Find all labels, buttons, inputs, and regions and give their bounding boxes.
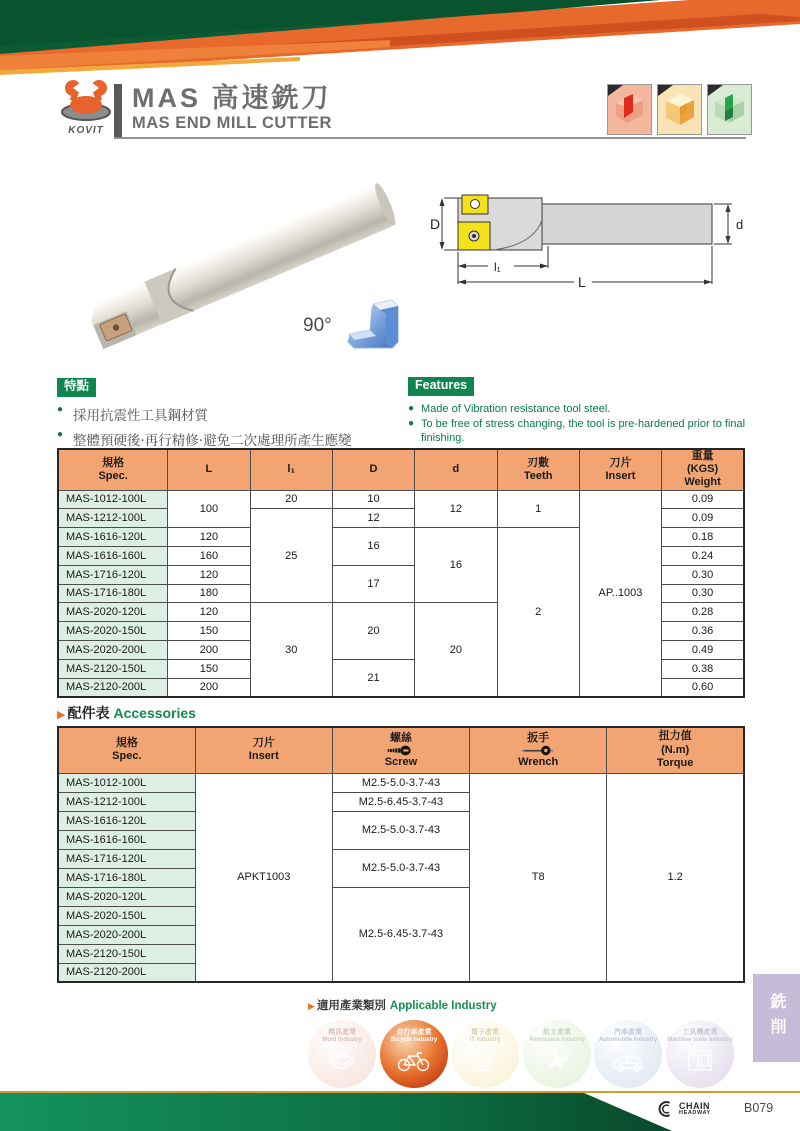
val-cell: 0.09 — [662, 509, 744, 528]
bicycle-icon — [396, 1044, 432, 1074]
val-cell: 0.18 — [662, 528, 744, 547]
industry-aerospace — [523, 1020, 591, 1088]
col-spec: 規格 Spec. — [58, 727, 195, 773]
crab-logo-icon — [58, 78, 114, 122]
feature-en-item: ● Made of Vibration resistance tool steel. — [408, 403, 758, 417]
industry-it — [451, 1020, 519, 1088]
val-cell: 120 — [168, 565, 250, 584]
industries-title-en: Applicable Industry — [389, 1000, 497, 1012]
spec-cell: MAS-1212-100L — [58, 792, 195, 811]
accessories-table — [57, 726, 745, 983]
spec-cell: MAS-2120-150L — [58, 659, 168, 678]
features-zh-badge: 特點 — [57, 378, 96, 397]
val-cell: 16 — [415, 528, 497, 603]
features-zh — [57, 377, 402, 454]
val-cell: M2.5-5.0-3.7-43 — [332, 811, 469, 849]
industries-title — [308, 997, 497, 1013]
features-en-badge: Features — [408, 377, 474, 396]
slot-milling-icon — [707, 84, 752, 135]
smartphone-icon — [468, 1044, 502, 1074]
val-cell: 0.28 — [662, 603, 744, 622]
col-D: D — [332, 449, 414, 490]
val-cell: 21 — [332, 659, 414, 697]
spec-cell: MAS-2120-200L — [58, 963, 195, 982]
page-title — [114, 84, 332, 137]
spec-cell: MAS-1012-100L — [58, 490, 168, 509]
val-cell: 150 — [168, 622, 250, 641]
col-d: d — [415, 449, 497, 490]
table-row — [58, 490, 744, 509]
dim-l1-label: l₁ — [494, 260, 501, 274]
val-cell: 0.24 — [662, 546, 744, 565]
val-cell: 0.49 — [662, 640, 744, 659]
spec-cell: MAS-1716-120L — [58, 849, 195, 868]
val-cell: M2.5-6.45-3.7-43 — [332, 792, 469, 811]
val-cell: 2 — [497, 528, 579, 697]
val-cell: 16 — [332, 528, 414, 566]
industry-label-zh: 電子產業 — [471, 1029, 499, 1036]
brand-name: KOVIT — [68, 125, 104, 136]
val-cell: 10 — [332, 490, 414, 509]
val-cell: AP..1003 — [579, 490, 661, 697]
industry-label-zh: 航太產業 — [543, 1029, 571, 1036]
spec-cell: MAS-1716-180L — [58, 868, 195, 887]
spec-cell: MAS-2120-200L — [58, 678, 168, 697]
table-row — [58, 773, 744, 792]
industry-label-zh: 汽車產業 — [614, 1029, 642, 1036]
col-L: L — [168, 449, 250, 490]
col-insert: 刀片 Insert — [579, 449, 661, 490]
industry-bicycle — [380, 1020, 448, 1088]
spec-cell: MAS-1616-160L — [58, 546, 168, 565]
val-cell: M2.5-6.45-3.7-43 — [332, 887, 469, 982]
industry-label-en: IT Industry — [469, 1036, 501, 1043]
val-cell: 0.36 — [662, 622, 744, 641]
shoulder-milling-icon — [607, 84, 652, 135]
spec-cell: MAS-1716-180L — [58, 584, 168, 603]
angle-callout — [303, 298, 406, 354]
industry-label-en: Aerospace Industry — [528, 1036, 586, 1043]
industry-mold — [308, 1020, 376, 1088]
val-cell: 0.30 — [662, 565, 744, 584]
spec-cell: MAS-1616-160L — [58, 830, 195, 849]
val-cell: 20 — [250, 490, 332, 509]
val-cell: 0.60 — [662, 678, 744, 697]
spec-cell: MAS-2020-200L — [58, 925, 195, 944]
mold-icon — [325, 1044, 359, 1074]
val-cell: 0.09 — [662, 490, 744, 509]
col-torque: 扭力值 (N.m) Torque — [607, 727, 744, 773]
side-tab-label: 銑削 — [768, 993, 785, 1043]
car-icon — [610, 1044, 646, 1074]
industry-label-zh: 模具產業 — [328, 1029, 356, 1036]
dimension-diagram — [430, 180, 748, 290]
industry-automobile — [594, 1020, 662, 1088]
feature-zh-item: ● 採用抗震性工具鋼材質 — [57, 404, 402, 424]
val-cell: 12 — [332, 509, 414, 528]
angle-label: 90° — [303, 315, 332, 336]
col-wrench: 扳手 Wrench — [470, 727, 607, 773]
airplane-icon — [540, 1044, 574, 1074]
spec-cell: MAS-1212-100L — [58, 509, 168, 528]
table-header-row — [58, 727, 744, 773]
industry-label-en: Automobile Industry — [598, 1036, 658, 1043]
spec-cell: MAS-1716-120L — [58, 565, 168, 584]
banner-graphic — [0, 0, 800, 78]
industry-label-en: Bicycle Industry — [390, 1036, 438, 1043]
footer-logo — [655, 1099, 711, 1119]
col-weight: 重量 (KGS) Weight — [662, 449, 744, 490]
accessories-title — [57, 703, 196, 723]
brand-logo — [54, 78, 118, 136]
dim-L-label: L — [578, 274, 586, 290]
square-shoulder-icon — [657, 84, 702, 135]
dim-D-label: D — [430, 216, 441, 232]
val-cell: 120 — [168, 528, 250, 547]
val-cell: 0.30 — [662, 584, 744, 603]
val-cell: 100 — [168, 490, 250, 528]
title-en: MAS END MILL CUTTER — [132, 114, 332, 133]
spec-cell: MAS-2020-150L — [58, 622, 168, 641]
val-cell: 200 — [168, 678, 250, 697]
val-cell: 180 — [168, 584, 250, 603]
industries-title-zh: 適用產業類別 — [316, 1000, 386, 1012]
spec-cell: MAS-1616-120L — [58, 528, 168, 547]
industry-label-en: Mold Industry — [322, 1036, 362, 1043]
machine-tool-icon — [683, 1044, 717, 1074]
spec-cell: MAS-2020-200L — [58, 640, 168, 659]
col-screw: 螺絲 Screw — [332, 727, 469, 773]
spec-cell: MAS-2120-150L — [58, 944, 195, 963]
spec-cell: MAS-1616-120L — [58, 811, 195, 830]
industry-label-zh: 自行車產業 — [396, 1029, 432, 1036]
val-cell: 25 — [250, 509, 332, 603]
val-cell: 200 — [168, 640, 250, 659]
val-cell: 30 — [250, 603, 332, 697]
accessories-title-zh: 配件表 — [67, 705, 110, 721]
accessories-title-en: Accessories — [113, 705, 196, 721]
col-spec: 規格 Spec. — [58, 449, 168, 490]
val-cell: 150 — [168, 659, 250, 678]
industry-label-en: Machine tools Industry — [667, 1036, 733, 1043]
screw-icon — [386, 745, 416, 756]
val-cell: 160 — [168, 546, 250, 565]
industry-machine-tools — [666, 1020, 734, 1088]
title-bar-decoration — [114, 84, 122, 137]
industry-label-zh: 工具機產業 — [682, 1029, 718, 1036]
spec-cell: MAS-2020-120L — [58, 603, 168, 622]
val-cell: 0.38 — [662, 659, 744, 678]
spec-table — [57, 448, 745, 698]
table-header-row — [58, 449, 744, 490]
arrow-marker-icon: ▶ — [57, 709, 66, 721]
val-cell: M2.5-5.0-3.7-43 — [332, 849, 469, 887]
feature-zh-item: ● 整體預硬後‧再行精修‧避免二次處理所產生應變 — [57, 429, 402, 449]
col-teeth: 刃數 Teeth — [497, 449, 579, 490]
footer-gold-line — [0, 1091, 800, 1093]
val-cell: T8 — [470, 773, 607, 982]
val-cell: 17 — [332, 565, 414, 603]
angle-block-icon — [340, 298, 406, 354]
feature-en-item: ● To be free of stress changing, the tool is pre-hardened prior to final finishing. — [408, 418, 758, 446]
title-zh: MAS 高速銑刀 — [132, 83, 332, 113]
arrow-marker-icon: ▶ — [308, 1001, 315, 1011]
val-cell: 1 — [497, 490, 579, 528]
col-insert: 刀片 Insert — [195, 727, 332, 773]
dim-d-label: d — [736, 217, 744, 232]
val-cell: 20 — [332, 603, 414, 659]
spec-cell: MAS-2020-150L — [58, 906, 195, 925]
spec-cell: MAS-2020-120L — [58, 887, 195, 906]
footer-logo-line1: CHAIN — [679, 1100, 710, 1111]
spec-cell: MAS-1012-100L — [58, 773, 195, 792]
features-en — [408, 376, 758, 448]
val-cell: 20 — [415, 603, 497, 697]
col-l1: l₁ — [250, 449, 332, 490]
wrench-icon — [519, 745, 557, 756]
val-cell: 12 — [415, 490, 497, 528]
footer-logo-line2: HEADWAY — [679, 1109, 711, 1116]
side-tab-milling — [753, 974, 800, 1062]
title-underline — [114, 137, 746, 139]
operation-icons — [607, 84, 752, 135]
val-cell: 120 — [168, 603, 250, 622]
chain-headway-logo-icon — [655, 1099, 675, 1119]
val-cell: APKT1003 — [195, 773, 332, 982]
page-number: B079 — [744, 1101, 774, 1115]
val-cell: M2.5-5.0-3.7-43 — [332, 773, 469, 792]
val-cell: 1.2 — [607, 773, 744, 982]
